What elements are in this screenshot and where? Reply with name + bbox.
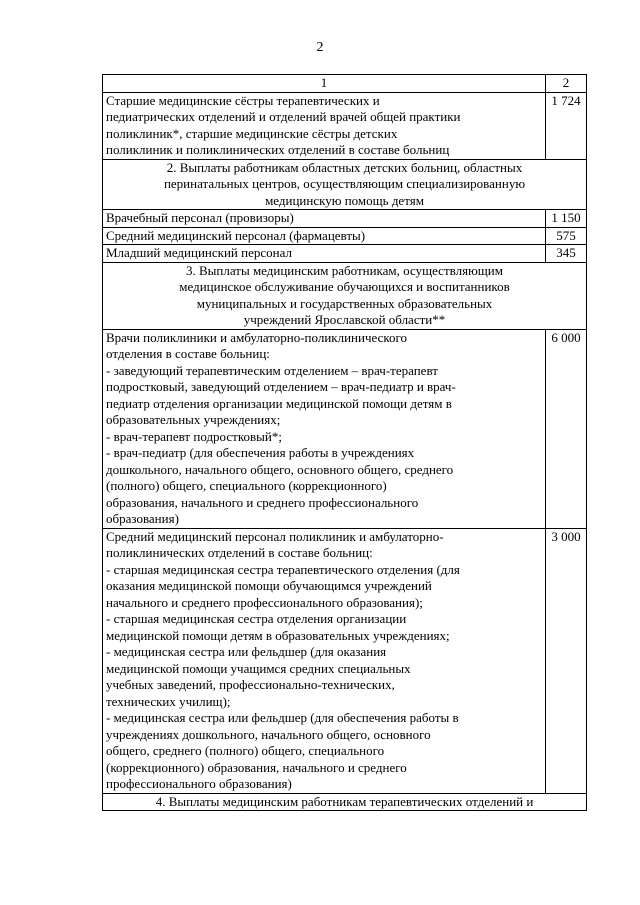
- section-heading: [103, 262, 587, 329]
- description-line: поликлинических отделений в составе больниц:: [106, 545, 373, 560]
- description-line: Средний медицинский персонал поликлиник и амбулаторно-: [106, 528, 444, 544]
- description-line: Врачебный персонал (провизоры): [106, 210, 294, 225]
- table-row: [103, 210, 587, 228]
- description-line: образовательных учреждениях;: [106, 412, 281, 427]
- section-heading-row: [103, 793, 587, 811]
- description-line: медицинской помощи учащимся средних специальных: [106, 660, 411, 676]
- row-description: [103, 245, 546, 263]
- description-line: учреждениях дошкольного, начального общего, основного: [106, 726, 431, 742]
- description-line: Врачи поликлиники и амбулаторно-поликлинического: [106, 329, 408, 345]
- section-heading-line: муниципальных и государственных образовательных: [196, 295, 493, 311]
- section-heading-line: перинатальных центров, осуществляющим специализированную: [163, 176, 526, 191]
- description-line: дошкольного, начального общего, основного общего, среднего: [106, 461, 454, 477]
- row-description: [103, 92, 546, 159]
- description-line: (полного) общего, специального (коррекционного): [106, 478, 387, 493]
- row-description: [103, 329, 546, 528]
- description-line: поликлиник и поликлинических отделений в составе больниц: [106, 142, 450, 157]
- description-line: поликлиник*, старшие медицинские сёстры детских: [106, 125, 398, 141]
- section-heading-row: [103, 262, 587, 329]
- description-line: - старшая медицинская сестра терапевтического отделения (для: [106, 561, 460, 577]
- table-row: [103, 329, 587, 528]
- description-line: - заведующий терапевтическим отделением – врач-терапевт: [106, 362, 438, 378]
- description-line: начального и среднего профессионального образования);: [106, 594, 423, 610]
- description-line: подростковый, заведующий отделением – врач-педиатр и врач-: [106, 379, 456, 394]
- description-line: профессионального образования): [106, 776, 292, 791]
- section-heading-line: 3. Выплаты медицинским работникам, осуществляющим: [186, 262, 503, 278]
- description-line: общего, среднего (полного) общего, специального: [106, 743, 385, 758]
- payments-table: [102, 74, 587, 811]
- description-line: отделения в составе больниц:: [106, 346, 270, 361]
- section-heading: [103, 159, 587, 210]
- row-amount: 575: [546, 227, 587, 245]
- section-heading-row: [103, 159, 587, 210]
- table-header-row: [103, 75, 587, 93]
- header-col-1: 1: [103, 75, 546, 93]
- description-line: медицинской помощи детям в образовательных учреждениях;: [106, 627, 450, 643]
- table-body: [103, 75, 587, 811]
- description-line: - врач-педиатр (для обеспечения работы в учреждениях: [106, 445, 415, 460]
- row-amount: 345: [546, 245, 587, 263]
- section-heading-line: 4. Выплаты медицинским работникам терапевтических отделений и: [155, 793, 534, 809]
- row-description: [103, 528, 546, 793]
- row-description: [103, 210, 546, 228]
- table-row: [103, 245, 587, 263]
- description-line: (коррекционного) образования, начального и среднего: [106, 759, 407, 775]
- description-line: Старшие медицинские сёстры терапевтических и: [106, 92, 380, 108]
- table-row: [103, 528, 587, 793]
- description-line: технических училищ);: [106, 693, 231, 709]
- table-row: [103, 92, 587, 159]
- description-line: образования, начального и среднего профессионального: [106, 494, 419, 510]
- description-line: образования): [106, 511, 179, 526]
- row-amount: 3 000: [546, 528, 587, 793]
- section-heading-line: учреждений Ярославской области**: [243, 312, 446, 327]
- section-heading-line: медицинское обслуживание обучающихся и воспитанников: [179, 279, 510, 294]
- row-amount: 1 150: [546, 210, 587, 228]
- section-heading-line: медицинскую помощь детям: [265, 192, 424, 208]
- table-row: [103, 227, 587, 245]
- row-amount: 1 724: [546, 92, 587, 159]
- description-line: педиатрических отделений и отделений врачей общей практики: [106, 109, 461, 124]
- description-line: Младший медицинский персонал: [106, 245, 292, 260]
- row-amount: 6 000: [546, 329, 587, 528]
- description-line: педиатр отделения организации медицинской помощи детям в: [106, 395, 452, 411]
- row-description: [103, 227, 546, 245]
- section-heading: [103, 793, 587, 811]
- description-line: - старшая медицинская сестра отделения организации: [106, 611, 407, 626]
- description-line: - медицинская сестра или фельдшер (для обеспечения работы в: [106, 710, 459, 725]
- description-line: Средний медицинский персонал (фармацевты): [106, 227, 366, 243]
- section-heading-line: 2. Выплаты работникам областных детских больниц, областных: [166, 159, 523, 175]
- description-line: - врач-терапевт подростковый*;: [106, 428, 282, 444]
- description-line: - медицинская сестра или фельдшер (для оказания: [106, 644, 387, 659]
- description-line: учебных заведений, профессионально-технических,: [106, 677, 395, 692]
- description-line: оказания медицинской помощи обучающимся учреждений: [106, 578, 432, 593]
- header-col-2: 2: [546, 75, 587, 93]
- page-number: 2: [316, 40, 324, 55]
